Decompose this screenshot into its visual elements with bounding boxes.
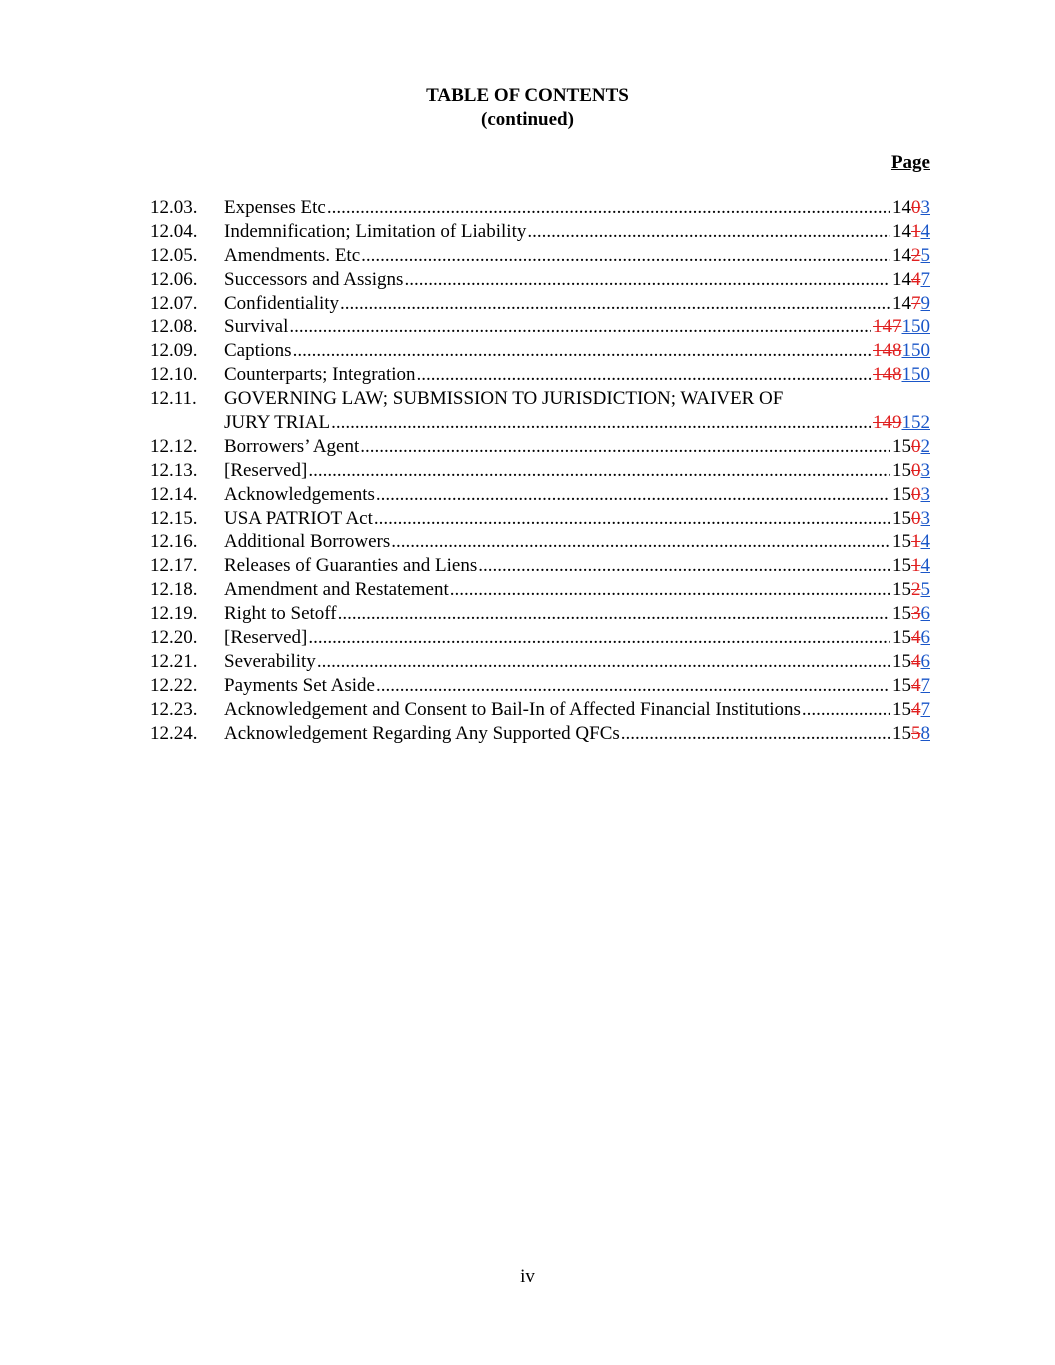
toc-heading: TABLE OF CONTENTS: [426, 85, 629, 106]
toc-page-number: [892, 483, 930, 507]
page-column-label: Page: [890, 152, 930, 173]
page-inserted-link[interactable]: 6: [920, 627, 930, 649]
toc-page-number: [892, 196, 930, 220]
dot-leader: [391, 530, 890, 554]
toc-section-number: 12.20.: [150, 627, 198, 649]
toc-entry[interactable]: [150, 698, 930, 722]
page-deleted: 1: [911, 220, 921, 242]
toc-section-number: 12.05.: [150, 244, 198, 266]
toc-entry[interactable]: [150, 602, 930, 626]
toc-section-number: 12.07.: [150, 292, 198, 314]
page-deleted: 2: [911, 579, 921, 601]
toc-section-title: [Reserved]: [224, 459, 308, 481]
page-inserted-link[interactable]: 4: [920, 531, 930, 553]
toc-section-title: USA PATRIOT Act: [224, 507, 373, 529]
dot-leader: [802, 698, 890, 722]
toc-section-number: 12.18.: [150, 579, 198, 601]
toc-entry[interactable]: [150, 339, 930, 363]
page-prefix: 15: [892, 627, 911, 649]
page-deleted: 1: [911, 531, 921, 553]
toc-section-title: Counterparts; Integration: [224, 364, 416, 386]
page-inserted-link[interactable]: 7: [920, 268, 930, 290]
toc-page-number: [892, 650, 930, 674]
page-prefix: 15: [892, 674, 911, 696]
toc-entry[interactable]: [150, 650, 930, 674]
dot-leader: [450, 578, 890, 602]
toc-section-number: 12.13.: [150, 459, 198, 481]
dot-leader: [360, 435, 890, 459]
page-inserted-link[interactable]: 7: [920, 698, 930, 720]
dot-leader: [361, 244, 890, 268]
toc-entry[interactable]: [150, 244, 930, 268]
toc-section-title: Amendment and Restatement: [224, 579, 449, 601]
toc-section-title: Indemnification; Limitation of Liability: [224, 220, 527, 242]
toc-section-number: 12.21.: [150, 650, 198, 672]
page-inserted-link[interactable]: 3: [920, 507, 930, 529]
dot-leader: [527, 220, 890, 244]
page-deleted: 5: [911, 722, 921, 744]
page-inserted-link[interactable]: 4: [920, 220, 930, 242]
toc-entry[interactable]: [150, 387, 930, 411]
toc-entry-continuation[interactable]: [150, 411, 930, 435]
toc-page-number: [892, 244, 930, 268]
dot-leader: [376, 483, 890, 507]
toc-section-number: 12.14.: [150, 483, 198, 505]
toc-section-title: Expenses Etc: [224, 197, 326, 218]
dot-leader: [338, 602, 890, 626]
page-prefix: 15: [892, 698, 911, 720]
toc-section-title: Payments Set Aside: [224, 674, 375, 696]
toc-page-number: [892, 722, 930, 746]
toc-section-number: 12.06.: [150, 268, 198, 290]
page-inserted-link[interactable]: 6: [920, 650, 930, 672]
toc-page-number: [873, 339, 930, 363]
toc-section-number: 12.08.: [150, 316, 198, 338]
page-deleted: 4: [911, 698, 921, 720]
toc-page-number: [892, 507, 930, 531]
toc-entry[interactable]: [150, 196, 930, 220]
toc-entry[interactable]: [150, 459, 930, 483]
toc-section-title: Right to Setoff: [224, 603, 337, 625]
page-deleted: 147: [873, 316, 902, 338]
dot-leader: [331, 411, 871, 435]
page-prefix: 14: [892, 268, 911, 290]
toc-section-number: 12.23.: [150, 698, 198, 720]
toc-section-title-cont: JURY TRIAL: [224, 412, 331, 434]
page-deleted: 4: [911, 627, 921, 649]
dot-leader: [374, 507, 890, 531]
dot-leader: [478, 554, 890, 578]
toc-page-number: [892, 674, 930, 698]
page-deleted: 0: [911, 197, 921, 218]
page-prefix: 15: [892, 555, 911, 577]
toc-section-title: Captions: [224, 340, 292, 362]
dot-leader: [317, 650, 890, 674]
toc-entry[interactable]: [150, 315, 930, 339]
page-inserted-link[interactable]: 6: [920, 603, 930, 625]
toc-section-title: Survival: [224, 316, 289, 338]
page-prefix: 15: [892, 579, 911, 601]
toc-section-title: [Reserved]: [224, 627, 308, 649]
page-deleted: 149: [873, 412, 902, 434]
toc-section-title: Acknowledgement Regarding Any Supported QFCs: [224, 722, 620, 744]
page-prefix: 14: [892, 220, 911, 242]
page-inserted-link[interactable]: 3: [920, 483, 930, 505]
page-prefix: 14: [892, 197, 911, 218]
toc-section-title: Acknowledgement and Consent to Bail-In of Affected Financial Institutions: [224, 698, 801, 720]
toc-page-number: [873, 363, 930, 387]
dot-leader: [417, 363, 871, 387]
dot-leader: [404, 268, 890, 292]
toc-page-number: [892, 459, 930, 483]
page-deleted: 0: [911, 435, 921, 457]
page-deleted: 7: [911, 292, 921, 314]
dot-leader: [621, 722, 890, 746]
page-inserted-link[interactable]: 150: [901, 316, 930, 338]
toc-page-number: [892, 292, 930, 316]
dot-leader: [293, 339, 871, 363]
toc-entry[interactable]: [150, 363, 930, 387]
page-inserted-link[interactable]: 7: [920, 674, 930, 696]
toc-entry[interactable]: [150, 483, 930, 507]
page-deleted: 4: [911, 268, 921, 290]
page-prefix: 15: [892, 459, 911, 481]
toc-entry[interactable]: [150, 578, 930, 602]
toc-section-number: 12.09.: [150, 340, 198, 362]
toc-list: [150, 196, 930, 745]
toc-section-number: 12.22.: [150, 674, 198, 696]
toc-page-number: [892, 530, 930, 554]
toc-entry[interactable]: [150, 292, 930, 316]
toc-section-title: Amendments. Etc: [224, 244, 361, 266]
page-prefix: 14: [892, 244, 911, 266]
page-inserted-link[interactable]: 8: [920, 722, 930, 744]
page-inserted-link[interactable]: 152: [901, 412, 930, 434]
page-deleted: 148: [873, 340, 902, 362]
page-inserted-link[interactable]: 150: [901, 340, 930, 362]
dot-leader: [289, 315, 871, 339]
page-inserted-link[interactable]: 150: [901, 364, 930, 386]
toc-section-number: 12.16.: [150, 531, 198, 553]
page-inserted-link[interactable]: 5: [920, 244, 930, 266]
dot-leader: [308, 459, 890, 483]
toc-subheading: (continued): [481, 109, 574, 130]
dot-leader: [340, 292, 890, 316]
toc-entry[interactable]: [150, 626, 930, 650]
page-inserted-link[interactable]: 4: [920, 555, 930, 577]
toc-section-number: 12.19.: [150, 603, 198, 625]
toc-section-title: Successors and Assigns: [224, 268, 404, 290]
toc-section-number: 12.11.: [150, 388, 197, 410]
toc-section-title: Releases of Guaranties and Liens: [224, 555, 478, 577]
toc-page-number: [892, 220, 930, 244]
page-prefix: 15: [892, 650, 911, 672]
page-deleted: 2: [911, 244, 921, 266]
toc-page-number: [892, 626, 930, 650]
page-prefix: 15: [892, 435, 911, 457]
toc-page-number: [892, 698, 930, 722]
toc-page-number: [892, 554, 930, 578]
toc-entry[interactable]: [150, 722, 930, 746]
page-number: iv: [520, 1266, 535, 1287]
toc-section-title: GOVERNING LAW; SUBMISSION TO JURISDICTION; WAIVER OF: [224, 388, 784, 410]
toc-page-number: [892, 435, 930, 459]
page-prefix: 15: [892, 531, 911, 553]
page-deleted: 0: [911, 483, 921, 505]
toc-section-number: 12.12.: [150, 435, 198, 457]
toc-entry[interactable]: [150, 435, 930, 459]
toc-section-number: 12.15.: [150, 507, 198, 529]
toc-entry[interactable]: [150, 674, 930, 698]
dot-leader: [327, 196, 890, 220]
toc-entry[interactable]: [150, 554, 930, 578]
toc-section-number: 12.17.: [150, 555, 198, 577]
toc-section-title: Additional Borrowers: [224, 531, 391, 553]
page-inserted-link[interactable]: 2: [920, 435, 930, 457]
toc-entry[interactable]: [150, 268, 930, 292]
toc-entry[interactable]: [150, 530, 930, 554]
page-deleted: 0: [911, 507, 921, 529]
toc-section-title: Severability: [224, 650, 316, 672]
toc-section-title: Acknowledgements: [224, 483, 375, 505]
toc-section-number: 12.03.: [150, 197, 198, 218]
page-inserted-link[interactable]: 3: [920, 197, 930, 218]
page-prefix: 15: [892, 483, 911, 505]
toc-page-number: [873, 411, 930, 435]
page-inserted-link[interactable]: 5: [920, 579, 930, 601]
dot-leader: [308, 626, 890, 650]
toc-section-number: 12.10.: [150, 364, 198, 386]
toc-section-number: 12.04.: [150, 220, 198, 242]
toc-section-title: Borrowers’ Agent: [224, 435, 360, 457]
page-deleted: 148: [873, 364, 902, 386]
toc-section-number: 12.24.: [150, 722, 198, 744]
toc-title: [0, 84, 1055, 132]
page-prefix: 15: [892, 603, 911, 625]
page-deleted: 0: [911, 459, 921, 481]
page-deleted: 3: [911, 603, 921, 625]
page-prefix: 15: [892, 722, 911, 744]
page-deleted: 1: [911, 555, 921, 577]
page-deleted: 4: [911, 650, 921, 672]
toc-section-title: Confidentiality: [224, 292, 340, 314]
toc-page-number: [892, 268, 930, 292]
toc-page-number: [873, 315, 930, 339]
page-prefix: 15: [892, 507, 911, 529]
toc-page-number: [892, 602, 930, 626]
toc-entry[interactable]: [150, 220, 930, 244]
page-inserted-link[interactable]: 9: [920, 292, 930, 314]
dot-leader: [376, 674, 890, 698]
page-deleted: 4: [911, 674, 921, 696]
page-inserted-link[interactable]: 3: [920, 459, 930, 481]
page-prefix: 14: [892, 292, 911, 314]
toc-page-number: [892, 578, 930, 602]
toc-entry[interactable]: [150, 507, 930, 531]
